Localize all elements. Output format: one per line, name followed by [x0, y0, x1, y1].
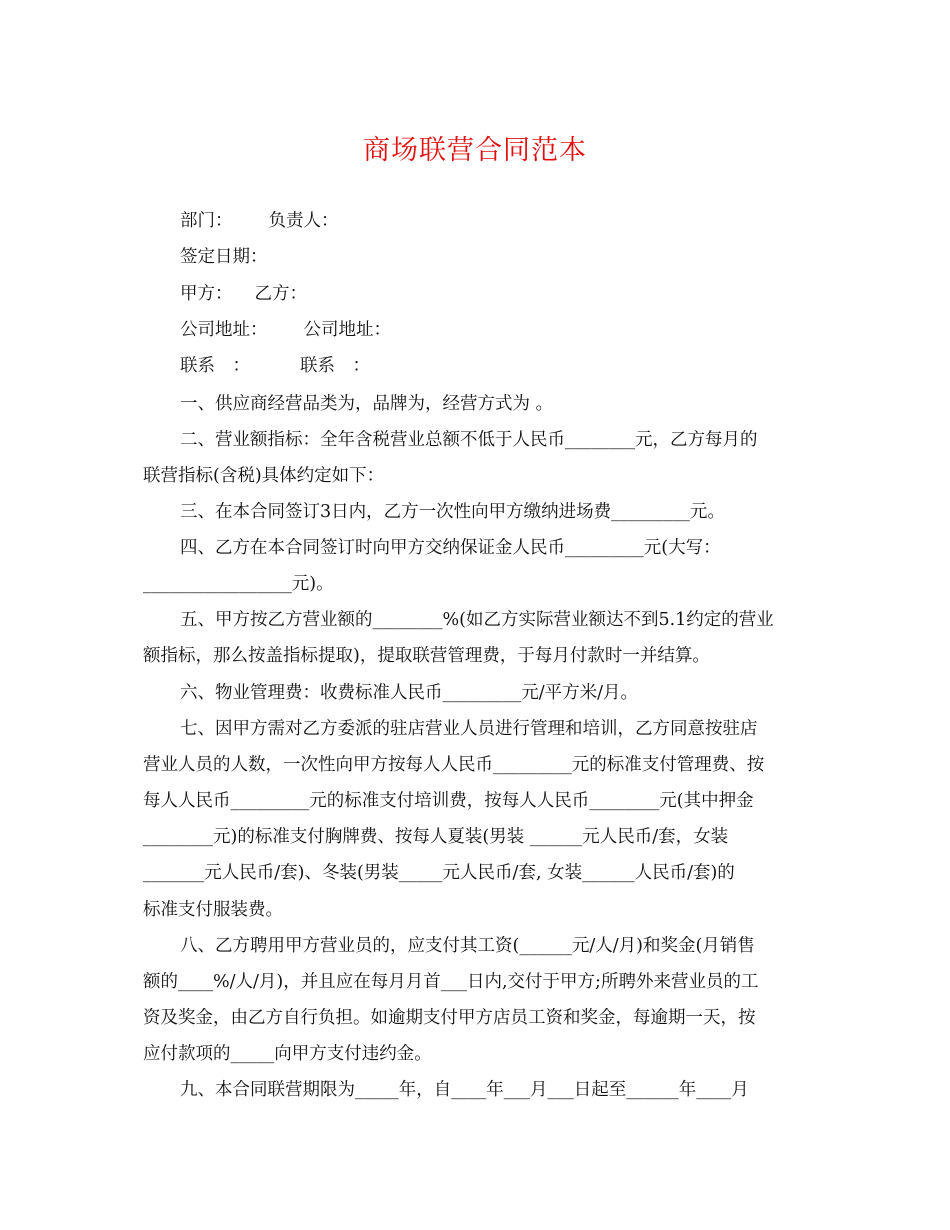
contact-line: [180, 355, 370, 377]
clause-4-cont: _________________元)。: [143, 574, 334, 594]
clause-6-line: 六、物业管理费：收费标准人民币_________元/平方米/月。: [180, 683, 639, 703]
clause-4-line: 四、乙方在本合同签订时向甲方交纳保证金人民币_________元(大写：: [180, 538, 721, 558]
clause-7-line: 七、因甲方需对乙方委派的驻店营业人员进行管理和培训，乙方同意按驻店: [180, 719, 758, 739]
sign-date-label: 签定日期：: [180, 247, 268, 267]
clause-7-cont-5: 标准支付服装费。: [143, 900, 283, 920]
clause-1-line: 一、供应商经营品类为，品牌为，经营方式为 。: [180, 394, 554, 414]
owner-label: 负责人：: [268, 211, 339, 231]
clause-8-line: 八、乙方聘用甲方营业员的，应支付其工资(______元/人/月)和奖金(月销售: [180, 936, 755, 956]
clause-7-cont-3: ________元)的标准支付胸牌费、按每人夏装(男装 ______元人民币/套，女装: [143, 827, 729, 847]
dept-owner-line: [180, 210, 339, 232]
document-title: 商场联营合同范本: [363, 135, 587, 166]
clause-9-line: 九、本合同联营期限为_____年，自____年___月___日起至______年____月: [180, 1080, 749, 1100]
clause-5-line: 五、甲方按乙方营业额的________%(如乙方实际营业额达不到5.1约定的营业: [180, 610, 774, 630]
sign-date-line: [180, 246, 268, 268]
party-a-label: 甲方：: [180, 284, 233, 304]
clause-2-cont: 联营指标(含税)具体约定如下：: [143, 466, 385, 486]
parties-line: [180, 283, 307, 305]
clause-7-cont-2: 每人人民币_________元的标准支付培训费，按每人人民币________元(其中押金: [143, 791, 754, 811]
dept-label: 部门：: [180, 211, 233, 231]
clause-8-cont-1: 额的____%/人/月)，并且应在每月月首___日内,交付于甲方;所聘外来营业员的工: [143, 972, 759, 992]
address-b-label: 公司地址：: [303, 320, 391, 340]
clause-8-cont-2: 资及奖金，由乙方自行负担。如逾期支付甲方店员工资和奖金，每逾期一天，按: [143, 1008, 756, 1028]
address-line: [180, 319, 391, 341]
clause-5-cont: 额指标，那么按盖指标提取)，提取联营管理费，于每月付款时一并结算。: [143, 646, 710, 666]
clause-7-cont-4: _______元人民币/套)、冬装(男装_____元人民币/套, 女装______人民币/套)的: [143, 863, 735, 883]
clause-2-line: 二、营业额指标：全年含税营业总额不低于人民币________元，乙方每月的: [180, 430, 758, 450]
clause-8-cont-3: 应付款项的_____向甲方支付违约金。: [143, 1044, 432, 1064]
clause-7-cont-1: 营业人员的人数，一次性向甲方按每人人民币_________元的标准支付管理费、按: [143, 755, 765, 775]
clause-3-line: 三、在本合同签订3日内，乙方一次性向甲方缴纳进场费_________元。: [180, 502, 725, 522]
party-b-label: 乙方：: [254, 284, 307, 304]
contact-b-label: 联系 ：: [300, 356, 370, 376]
address-a-label: 公司地址：: [180, 320, 268, 340]
contact-a-label: 联系 ：: [180, 356, 250, 376]
